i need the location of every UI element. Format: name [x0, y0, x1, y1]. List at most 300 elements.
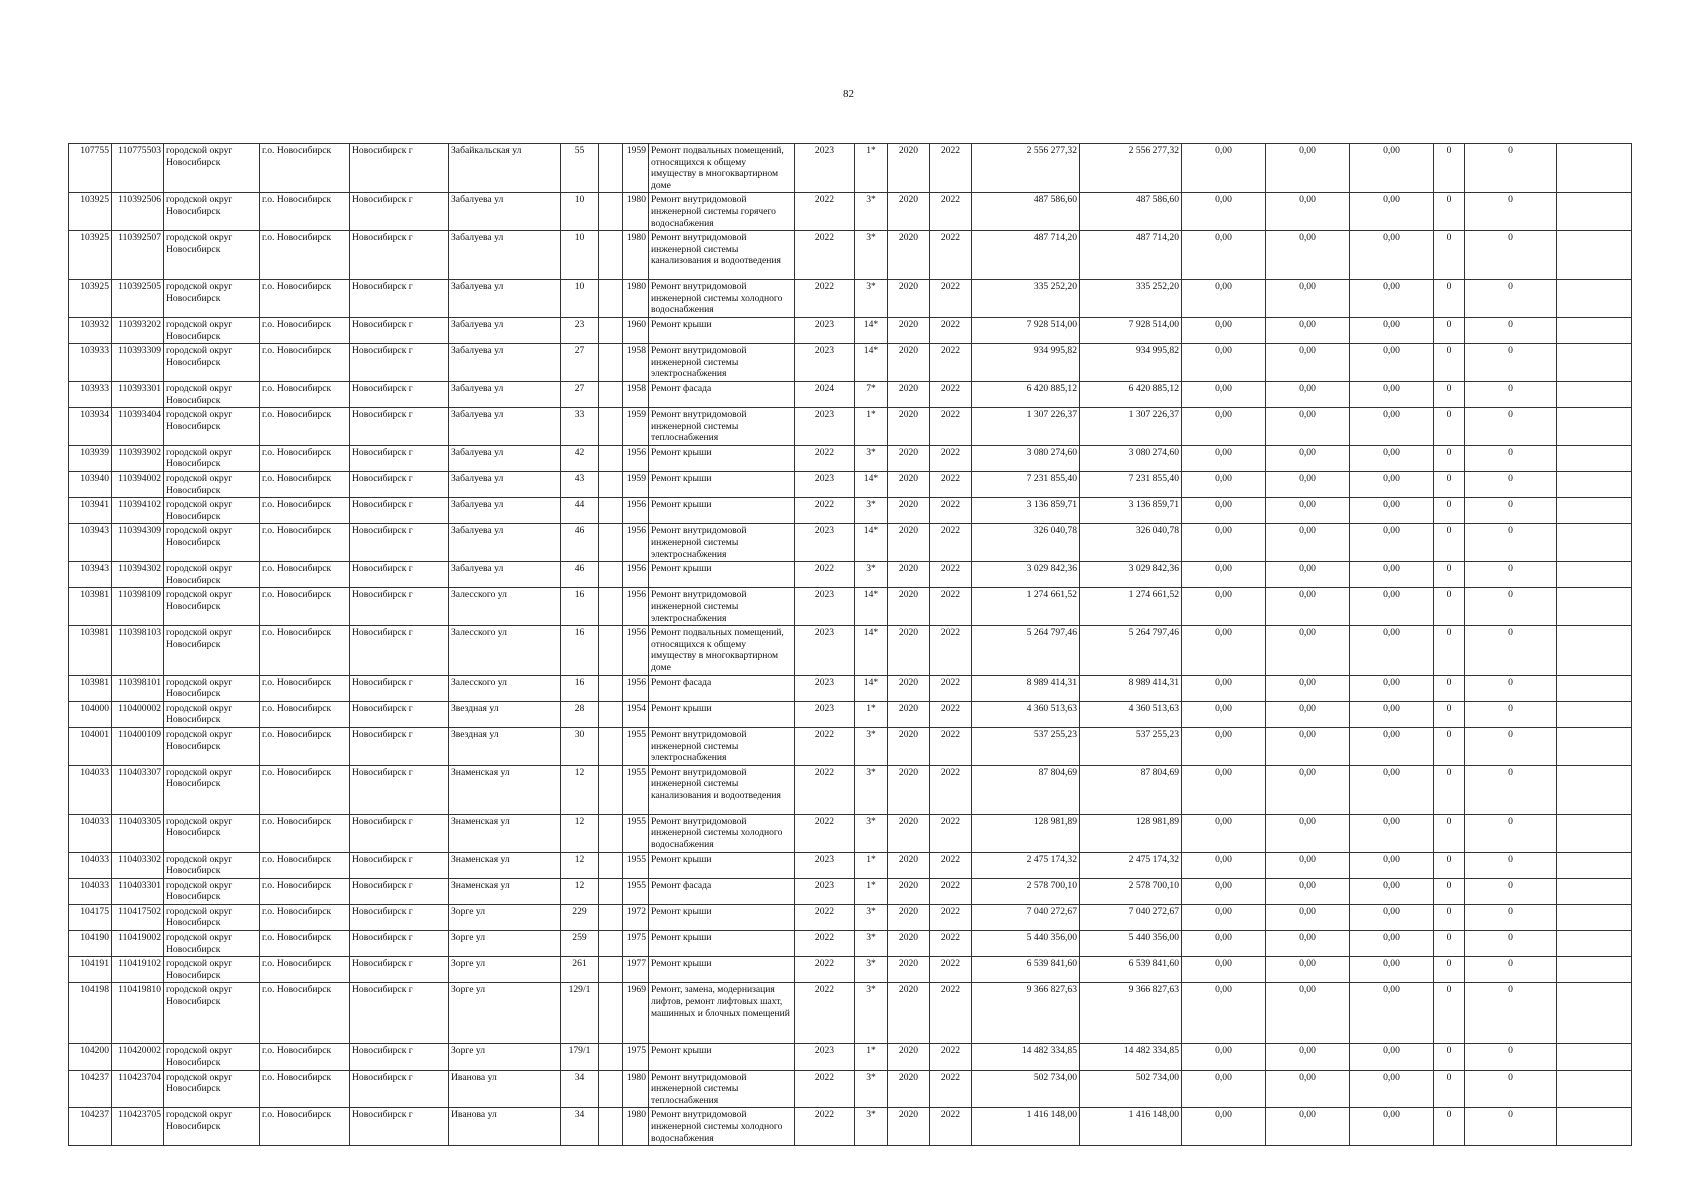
cell-municipality: городской округ Новосибирск: [164, 701, 260, 727]
cell-cost-regional-fund: 5 264 797,46: [1080, 626, 1182, 675]
table-row: [69, 524, 1632, 562]
cell-house-number: 10: [561, 231, 599, 280]
cell-total-cost: 2 475 174,32: [972, 852, 1080, 878]
cell-cost-federal: 0,00: [1182, 408, 1266, 446]
cell-municipality: городской округ Новосибирск: [164, 144, 260, 193]
cell-cost-regional: 0,00: [1266, 317, 1350, 343]
cell-work-type: Ремонт фасада: [649, 878, 795, 904]
cell-total-cost: 3 029 842,36: [972, 562, 1080, 588]
cell-planned-year: 2022: [795, 957, 855, 983]
cell-count-a: 0: [1434, 280, 1465, 318]
cell-municipality: городской округ Новосибирск: [164, 1044, 260, 1070]
cell-street: Залесского ул: [449, 588, 561, 626]
cell-total-cost: 9 366 827,63: [972, 983, 1080, 1044]
cell-note: [1557, 498, 1632, 524]
cell-count-b: 0: [1465, 957, 1557, 983]
cell-house-number: 16: [561, 675, 599, 701]
cell-build-year: 1960: [623, 317, 649, 343]
cell-period-end: 2022: [930, 408, 972, 446]
cell-cost-local: 0,00: [1350, 144, 1434, 193]
table-row: [69, 408, 1632, 446]
cell-cost-regional-fund: 2 578 700,10: [1080, 878, 1182, 904]
cell-house-number: 229: [561, 904, 599, 930]
cell-city: Новосибирск г: [350, 904, 449, 930]
cell-work-type: Ремонт внутридомовой инженерной системы горячего водоснабжения: [649, 193, 795, 231]
cell-cost-local: 0,00: [1350, 1108, 1434, 1146]
cell-priority-note: 14*: [855, 524, 888, 562]
table-row: [69, 144, 1632, 193]
cell-priority-note: 1*: [855, 408, 888, 446]
cell-count-b: 0: [1465, 765, 1557, 814]
cell-priority-note: 1*: [855, 701, 888, 727]
cell-house-id: 104001: [69, 727, 112, 765]
cell-note: [1557, 280, 1632, 318]
cell-period-end: 2022: [930, 498, 972, 524]
cell-cost-local: 0,00: [1350, 852, 1434, 878]
cell-cost-federal: 0,00: [1182, 983, 1266, 1044]
cell-period-start: 2020: [888, 280, 930, 318]
cell-cost-federal: 0,00: [1182, 626, 1266, 675]
cell-work-type: Ремонт крыши: [649, 317, 795, 343]
cell-note: [1557, 675, 1632, 701]
cell-settlement-short: г.о. Новосибирск: [260, 626, 350, 675]
cell-period-start: 2020: [888, 1108, 930, 1146]
cell-build-year: 1955: [623, 878, 649, 904]
cell-work-id: 110394302: [112, 562, 164, 588]
table-row: [69, 381, 1632, 407]
cell-note: [1557, 765, 1632, 814]
cell-cost-regional: 0,00: [1266, 498, 1350, 524]
cell-cost-local: 0,00: [1350, 472, 1434, 498]
cell-cost-local: 0,00: [1350, 814, 1434, 852]
cell-note: [1557, 231, 1632, 280]
cell-note: [1557, 1108, 1632, 1146]
cell-cost-local: 0,00: [1350, 983, 1434, 1044]
cell-count-a: 0: [1434, 1070, 1465, 1108]
cell-work-id: 110400109: [112, 727, 164, 765]
cell-build-year: 1959: [623, 408, 649, 446]
cell-build-year: 1977: [623, 957, 649, 983]
cell-cost-regional-fund: 7 928 514,00: [1080, 317, 1182, 343]
cell-cost-federal: 0,00: [1182, 445, 1266, 471]
cell-city: Новосибирск г: [350, 317, 449, 343]
cell-municipality: городской округ Новосибирск: [164, 904, 260, 930]
cell-street: Забалуева ул: [449, 562, 561, 588]
cell-planned-year: 2022: [795, 498, 855, 524]
cell-work-id: 110393902: [112, 445, 164, 471]
cell-cost-federal: 0,00: [1182, 957, 1266, 983]
cell-city: Новосибирск г: [350, 280, 449, 318]
cell-count-b: 0: [1465, 852, 1557, 878]
cell-period-end: 2022: [930, 381, 972, 407]
cell-priority-note: 3*: [855, 445, 888, 471]
cell-note: [1557, 701, 1632, 727]
cell-city: Новосибирск г: [350, 675, 449, 701]
cell-note: [1557, 626, 1632, 675]
cell-cost-regional-fund: 2 556 277,32: [1080, 144, 1182, 193]
cell-cost-regional-fund: 14 482 334,85: [1080, 1044, 1182, 1070]
cell-municipality: городской округ Новосибирск: [164, 626, 260, 675]
cell-city: Новосибирск г: [350, 727, 449, 765]
cell-municipality: городской округ Новосибирск: [164, 524, 260, 562]
cell-building-part: [599, 498, 623, 524]
cell-work-type: Ремонт подвальных помещений, относящихся к общему имуществу в многоквартирном доме: [649, 144, 795, 193]
cell-work-id: 110419102: [112, 957, 164, 983]
cell-building-part: [599, 524, 623, 562]
cell-street: Забалуева ул: [449, 381, 561, 407]
cell-cost-federal: 0,00: [1182, 1070, 1266, 1108]
cell-house-id: 104237: [69, 1108, 112, 1146]
cell-count-a: 0: [1434, 472, 1465, 498]
cell-count-a: 0: [1434, 852, 1465, 878]
cell-settlement-short: г.о. Новосибирск: [260, 588, 350, 626]
cell-house-id: 104237: [69, 1070, 112, 1108]
cell-cost-regional-fund: 3 080 274,60: [1080, 445, 1182, 471]
cell-building-part: [599, 1044, 623, 1070]
cell-house-id: 103925: [69, 193, 112, 231]
cell-cost-regional: 0,00: [1266, 588, 1350, 626]
cell-cost-regional: 0,00: [1266, 280, 1350, 318]
cell-period-end: 2022: [930, 814, 972, 852]
cell-work-type: Ремонт внутридомовой инженерной системы канализования и водоотведения: [649, 231, 795, 280]
cell-count-a: 0: [1434, 878, 1465, 904]
cell-priority-note: 3*: [855, 904, 888, 930]
cell-building-part: [599, 472, 623, 498]
cell-municipality: городской округ Новосибирск: [164, 472, 260, 498]
cell-planned-year: 2022: [795, 445, 855, 471]
cell-house-id: 104000: [69, 701, 112, 727]
cell-build-year: 1959: [623, 472, 649, 498]
cell-building-part: [599, 626, 623, 675]
cell-municipality: городской округ Новосибирск: [164, 765, 260, 814]
cell-planned-year: 2023: [795, 144, 855, 193]
cell-street: Знаменская ул: [449, 852, 561, 878]
cell-build-year: 1972: [623, 904, 649, 930]
cell-building-part: [599, 408, 623, 446]
cell-period-start: 2020: [888, 472, 930, 498]
cell-work-type: Ремонт внутридомовой инженерной системы холодного водоснабжения: [649, 814, 795, 852]
cell-build-year: 1955: [623, 727, 649, 765]
cell-planned-year: 2023: [795, 344, 855, 382]
table-row: [69, 472, 1632, 498]
cell-note: [1557, 957, 1632, 983]
cell-cost-regional-fund: 7 231 855,40: [1080, 472, 1182, 498]
cell-work-id: 110403305: [112, 814, 164, 852]
cell-work-type: Ремонт внутридомовой инженерной системы теплоснабжения: [649, 408, 795, 446]
table-row: [69, 1108, 1632, 1146]
cell-building-part: [599, 231, 623, 280]
cell-planned-year: 2023: [795, 675, 855, 701]
cell-city: Новосибирск г: [350, 765, 449, 814]
cell-cost-local: 0,00: [1350, 231, 1434, 280]
cell-note: [1557, 562, 1632, 588]
cell-count-a: 0: [1434, 1044, 1465, 1070]
cell-cost-local: 0,00: [1350, 904, 1434, 930]
cell-cost-regional: 0,00: [1266, 562, 1350, 588]
cell-cost-local: 0,00: [1350, 701, 1434, 727]
cell-build-year: 1980: [623, 1070, 649, 1108]
cell-planned-year: 2023: [795, 1044, 855, 1070]
cell-planned-year: 2023: [795, 408, 855, 446]
cell-settlement-short: г.о. Новосибирск: [260, 498, 350, 524]
cell-total-cost: 3 136 859,71: [972, 498, 1080, 524]
cell-work-id: 110394002: [112, 472, 164, 498]
cell-cost-local: 0,00: [1350, 381, 1434, 407]
cell-city: Новосибирск г: [350, 498, 449, 524]
cell-settlement-short: г.о. Новосибирск: [260, 231, 350, 280]
cell-city: Новосибирск г: [350, 524, 449, 562]
cell-priority-note: 3*: [855, 931, 888, 957]
cell-planned-year: 2022: [795, 931, 855, 957]
cell-cost-regional: 0,00: [1266, 524, 1350, 562]
cell-priority-note: 3*: [855, 727, 888, 765]
cell-house-number: 23: [561, 317, 599, 343]
cell-total-cost: 6 539 841,60: [972, 957, 1080, 983]
cell-city: Новосибирск г: [350, 626, 449, 675]
cell-work-id: 110419002: [112, 931, 164, 957]
cell-settlement-short: г.о. Новосибирск: [260, 472, 350, 498]
cell-note: [1557, 524, 1632, 562]
cell-house-number: 12: [561, 814, 599, 852]
cell-period-end: 2022: [930, 983, 972, 1044]
cell-street: Забалуева ул: [449, 408, 561, 446]
cell-note: [1557, 727, 1632, 765]
cell-cost-regional-fund: 335 252,20: [1080, 280, 1182, 318]
cell-planned-year: 2022: [795, 983, 855, 1044]
cell-total-cost: 487 586,60: [972, 193, 1080, 231]
cell-cost-regional: 0,00: [1266, 931, 1350, 957]
cell-period-start: 2020: [888, 765, 930, 814]
cell-cost-regional-fund: 9 366 827,63: [1080, 983, 1182, 1044]
cell-planned-year: 2022: [795, 562, 855, 588]
table-row: [69, 626, 1632, 675]
cell-note: [1557, 1070, 1632, 1108]
table-row: [69, 231, 1632, 280]
cell-period-start: 2020: [888, 588, 930, 626]
cell-priority-note: 3*: [855, 280, 888, 318]
cell-building-part: [599, 701, 623, 727]
cell-cost-local: 0,00: [1350, 408, 1434, 446]
cell-total-cost: 87 804,69: [972, 765, 1080, 814]
cell-house-number: 12: [561, 852, 599, 878]
cell-settlement-short: г.о. Новосибирск: [260, 675, 350, 701]
cell-house-id: 103925: [69, 231, 112, 280]
cell-house-number: 16: [561, 588, 599, 626]
cell-municipality: городской округ Новосибирск: [164, 381, 260, 407]
cell-note: [1557, 1044, 1632, 1070]
cell-note: [1557, 144, 1632, 193]
cell-house-number: 30: [561, 727, 599, 765]
cell-street: Иванова ул: [449, 1108, 561, 1146]
cell-house-id: 104033: [69, 878, 112, 904]
cell-work-type: Ремонт фасада: [649, 381, 795, 407]
cell-municipality: городской округ Новосибирск: [164, 317, 260, 343]
cell-cost-federal: 0,00: [1182, 381, 1266, 407]
cell-note: [1557, 878, 1632, 904]
cell-work-id: 110393301: [112, 381, 164, 407]
cell-count-b: 0: [1465, 562, 1557, 588]
cell-priority-note: 3*: [855, 765, 888, 814]
cell-cost-regional: 0,00: [1266, 1108, 1350, 1146]
cell-period-end: 2022: [930, 878, 972, 904]
cell-planned-year: 2023: [795, 701, 855, 727]
cell-house-id: 103941: [69, 498, 112, 524]
cell-settlement-short: г.о. Новосибирск: [260, 524, 350, 562]
cell-house-number: 34: [561, 1108, 599, 1146]
cell-cost-regional-fund: 1 416 148,00: [1080, 1108, 1182, 1146]
cell-period-end: 2022: [930, 1070, 972, 1108]
cell-house-number: 179/1: [561, 1044, 599, 1070]
cell-cost-regional-fund: 487 714,20: [1080, 231, 1182, 280]
table-row: [69, 562, 1632, 588]
cell-building-part: [599, 562, 623, 588]
cell-count-b: 0: [1465, 983, 1557, 1044]
cell-municipality: городской округ Новосибирск: [164, 562, 260, 588]
cell-settlement-short: г.о. Новосибирск: [260, 727, 350, 765]
cell-house-number: 12: [561, 878, 599, 904]
cell-city: Новосибирск г: [350, 381, 449, 407]
cell-period-start: 2020: [888, 852, 930, 878]
cell-cost-local: 0,00: [1350, 675, 1434, 701]
cell-cost-regional: 0,00: [1266, 344, 1350, 382]
cell-period-start: 2020: [888, 1070, 930, 1108]
cell-street: Забайкальская ул: [449, 144, 561, 193]
cell-cost-federal: 0,00: [1182, 675, 1266, 701]
cell-city: Новосибирск г: [350, 562, 449, 588]
cell-work-type: Ремонт внутридомовой инженерной системы электроснабжения: [649, 344, 795, 382]
cell-cost-regional-fund: 8 989 414,31: [1080, 675, 1182, 701]
cell-cost-regional: 0,00: [1266, 231, 1350, 280]
cell-street: Забалуева ул: [449, 193, 561, 231]
cell-cost-regional: 0,00: [1266, 983, 1350, 1044]
cell-total-cost: 1 307 226,37: [972, 408, 1080, 446]
cell-build-year: 1956: [623, 498, 649, 524]
cell-street: Залесского ул: [449, 675, 561, 701]
cell-count-a: 0: [1434, 562, 1465, 588]
cell-build-year: 1975: [623, 931, 649, 957]
cell-settlement-short: г.о. Новосибирск: [260, 931, 350, 957]
cell-cost-federal: 0,00: [1182, 193, 1266, 231]
cell-priority-note: 1*: [855, 878, 888, 904]
cell-work-id: 110423704: [112, 1070, 164, 1108]
cell-build-year: 1980: [623, 280, 649, 318]
cell-planned-year: 2023: [795, 472, 855, 498]
cell-planned-year: 2023: [795, 878, 855, 904]
cell-count-a: 0: [1434, 727, 1465, 765]
cell-building-part: [599, 904, 623, 930]
cell-build-year: 1955: [623, 852, 649, 878]
cell-count-a: 0: [1434, 765, 1465, 814]
table-row: [69, 852, 1632, 878]
cell-house-id: 103933: [69, 344, 112, 382]
cell-planned-year: 2022: [795, 814, 855, 852]
cell-planned-year: 2023: [795, 588, 855, 626]
cell-cost-local: 0,00: [1350, 765, 1434, 814]
cell-period-end: 2022: [930, 193, 972, 231]
cell-building-part: [599, 280, 623, 318]
cell-cost-local: 0,00: [1350, 524, 1434, 562]
cell-municipality: городской округ Новосибирск: [164, 498, 260, 524]
cell-cost-local: 0,00: [1350, 878, 1434, 904]
cell-build-year: 1980: [623, 1108, 649, 1146]
cell-street: Зорге ул: [449, 957, 561, 983]
cell-priority-note: 1*: [855, 1044, 888, 1070]
cell-street: Забалуева ул: [449, 280, 561, 318]
cell-work-id: 110417502: [112, 904, 164, 930]
cell-note: [1557, 344, 1632, 382]
cell-note: [1557, 472, 1632, 498]
cell-build-year: 1956: [623, 562, 649, 588]
cell-planned-year: 2023: [795, 852, 855, 878]
cell-period-start: 2020: [888, 562, 930, 588]
cell-planned-year: 2023: [795, 317, 855, 343]
cell-count-b: 0: [1465, 588, 1557, 626]
cell-note: [1557, 317, 1632, 343]
cell-period-end: 2022: [930, 472, 972, 498]
cell-street: Залесского ул: [449, 626, 561, 675]
table-row: [69, 445, 1632, 471]
cell-building-part: [599, 675, 623, 701]
cell-count-b: 0: [1465, 904, 1557, 930]
cell-note: [1557, 931, 1632, 957]
table-row: [69, 1070, 1632, 1108]
cell-count-a: 0: [1434, 983, 1465, 1044]
cell-cost-regional-fund: 5 440 356,00: [1080, 931, 1182, 957]
cell-build-year: 1958: [623, 344, 649, 382]
cell-cost-regional: 0,00: [1266, 1044, 1350, 1070]
cell-cost-federal: 0,00: [1182, 231, 1266, 280]
cell-cost-regional: 0,00: [1266, 408, 1350, 446]
cell-period-start: 2020: [888, 231, 930, 280]
cell-period-start: 2020: [888, 983, 930, 1044]
table-body: [69, 144, 1632, 1146]
cell-house-number: 55: [561, 144, 599, 193]
cell-cost-regional: 0,00: [1266, 144, 1350, 193]
cell-build-year: 1954: [623, 701, 649, 727]
cell-period-end: 2022: [930, 317, 972, 343]
cell-priority-note: 3*: [855, 562, 888, 588]
cell-settlement-short: г.о. Новосибирск: [260, 280, 350, 318]
cell-cost-local: 0,00: [1350, 562, 1434, 588]
cell-cost-regional: 0,00: [1266, 765, 1350, 814]
table-row: [69, 878, 1632, 904]
cell-count-b: 0: [1465, 280, 1557, 318]
cell-street: Звездная ул: [449, 701, 561, 727]
cell-cost-regional: 0,00: [1266, 814, 1350, 852]
cell-work-type: Ремонт крыши: [649, 852, 795, 878]
cell-period-end: 2022: [930, 727, 972, 765]
cell-house-id: 104033: [69, 852, 112, 878]
cell-period-start: 2020: [888, 878, 930, 904]
cell-priority-note: 1*: [855, 852, 888, 878]
cell-cost-local: 0,00: [1350, 280, 1434, 318]
cell-count-b: 0: [1465, 1044, 1557, 1070]
cell-work-type: Ремонт внутридомовой инженерной системы холодного водоснабжения: [649, 1108, 795, 1146]
cell-count-b: 0: [1465, 381, 1557, 407]
cell-building-part: [599, 193, 623, 231]
cell-period-end: 2022: [930, 1044, 972, 1070]
cell-building-part: [599, 317, 623, 343]
table-row: [69, 675, 1632, 701]
cell-work-type: Ремонт крыши: [649, 562, 795, 588]
cell-total-cost: 14 482 334,85: [972, 1044, 1080, 1070]
cell-cost-federal: 0,00: [1182, 588, 1266, 626]
cell-work-id: 110403302: [112, 852, 164, 878]
cell-cost-regional: 0,00: [1266, 878, 1350, 904]
cell-street: Зорге ул: [449, 904, 561, 930]
cell-house-number: 261: [561, 957, 599, 983]
cell-cost-regional-fund: 87 804,69: [1080, 765, 1182, 814]
